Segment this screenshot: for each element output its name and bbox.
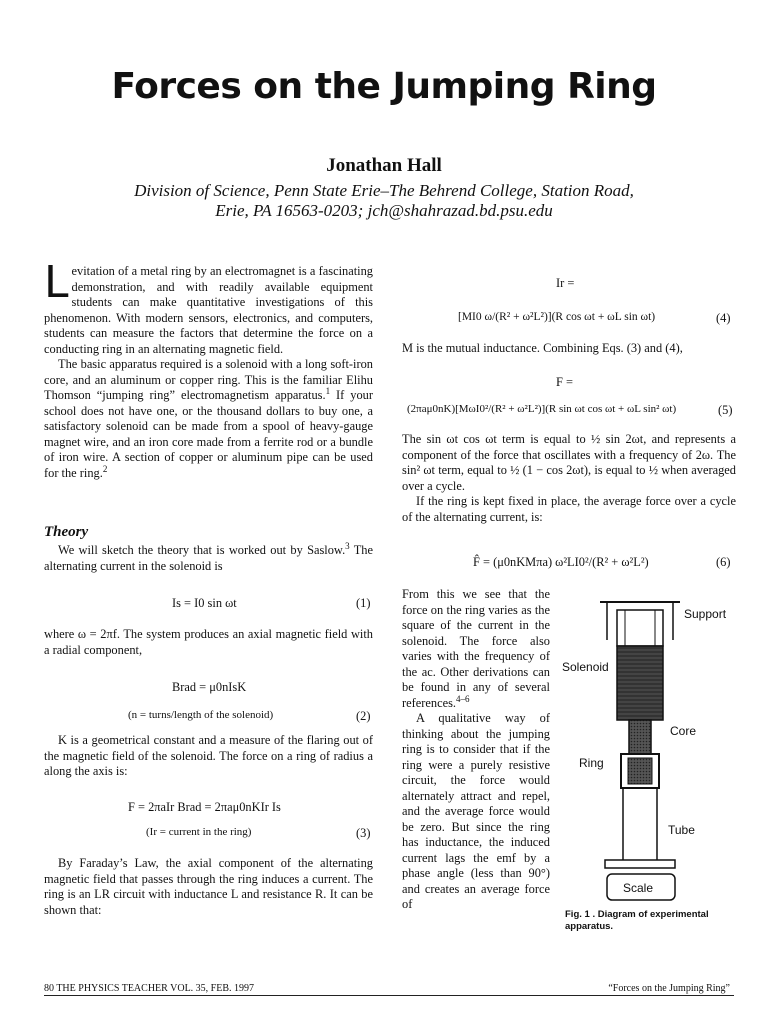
label-tube: Tube (668, 823, 695, 837)
fixed-ring-paragraph: If the ring is kept fixed in place, the average force over a cycle of the alternating current, is: (402, 494, 736, 524)
label-ring: Ring (579, 756, 604, 770)
faraday-paragraph: By Faraday’s Law, the axial component of the alternating magnetic field that passes through the ring induces a current. The ring is an LR circuit with inductance L and resistance R. It can be shown that: (44, 856, 373, 917)
equation-6: F̂ = (μ0nKMπa) ω²LI0²/(R² + ω²L²) (473, 555, 649, 569)
equation-4-rhs: [MI0 ω/(R² + ω²L²)](R cos ωt + ωL sin ωt) (458, 311, 656, 323)
reference-marker: 3 (345, 540, 350, 551)
intro-paragraph: evitation of a metal ring by an electromagnet is a fascinating demonstration, and with readily available equipment students can make quantitative investigations of this phenomenon. With modern sensors, electronics, and computers, students can measure the factors that determine the force on a conducting ring in an alternating magnetic field. (44, 264, 373, 356)
apparatus-paragraph-b: If your school does not have one, or the thousand dollars to buy one, a satisfactory solenoid can be made from a spool of heavy-gauge magnet wire, and an iron core made from a ferrite rod or a bundle of iron wire. A section of copper or aluminum pipe can be used for the ring. (44, 388, 373, 480)
reference-marker: 4–6 (456, 693, 470, 704)
equation-2: Brad = μ0nIsK (172, 680, 247, 694)
frequency-paragraph: From this we see that the force on the ring varies as the square of the current in the solenoid. The force also varies with the frequency of the ac. Other derivations can be found in any of several references. (402, 587, 550, 710)
apparatus-paragraph-a: The basic apparatus required is a solenoid with a long soft-iron core, and an aluminum or copper ring. This is the familiar Elihu Thomson “jumping ring” electromagnetism apparatus. (44, 357, 373, 402)
footer-rule (44, 995, 734, 996)
reference-marker: 2 (102, 463, 108, 474)
theory-intro (44, 540, 374, 574)
label-scale: Scale (623, 881, 654, 895)
theory-paragraph-a: We will sketch the theory that is worked out by Saslow. (58, 543, 346, 557)
equation-5-lhs: F = (556, 375, 573, 389)
equation-2-note: (n = turns/length of the solenoid) (128, 709, 274, 721)
force-paragraph: K is a geometrical constant and a measure of the flaring out of the magnetic field of the solenoid. The force on a ring of radius a along the axis is: (44, 733, 373, 778)
qualitative-paragraph: A qualitative way of thinking about the jumping ring is to consider that if the ring were a purely resistive circuit, the force would alternately attract and repel, and the average force would be zero. But since the ring has inductance, the induced current lags the emf by a phase angle (less than 90°) and creates an average force of (402, 711, 550, 911)
label-support: Support (684, 607, 727, 621)
equation-5-number: (5) (718, 403, 733, 417)
label-core: Core (670, 724, 697, 738)
base (605, 860, 675, 868)
equation-6-number: (6) (716, 555, 731, 569)
force-intro-paragraph (44, 733, 373, 780)
section-heading-theory: Theory (44, 524, 89, 540)
core-in-ring (628, 758, 652, 784)
reference-marker: 1 (325, 385, 331, 396)
trig-paragraph: The sin ωt cos ωt term is equal to ½ sin 2ωt, and represents a component of the force that oscillates with a frequency of 2ω. The sin² ωt term, equal to ½ (1 − cos 2ωt), is equal to ½ when averaged over a cycle. (402, 432, 736, 493)
core (629, 720, 651, 754)
equation-3-number: (3) (356, 826, 371, 840)
mutual-inductance-text: M is the mutual inductance. Combining Eqs. (3) and (4), (402, 341, 683, 355)
qualitative-text (402, 587, 550, 913)
equation-4-lhs: Ir = (556, 276, 575, 290)
solenoid-top (617, 610, 663, 646)
equation-3: F = 2πaIr Brad = 2πaμ0nKIr Is (128, 800, 281, 814)
equation-5-rhs: (2πaμ0nK)[MωI0²/(R² + ω²L²)](R sin ωt cos ωt + ωL sin² ωt) (407, 403, 677, 415)
figure-caption: Fig. 1 . Diagram of experimental apparatus. (565, 909, 709, 932)
label-solenoid: Solenoid (562, 660, 609, 674)
affiliation-line-2: Erie, PA 16563-0203; jch@shahrazad.bd.psu.edu (215, 201, 553, 220)
affiliation-line-1: Division of Science, Penn State Erie–The Behrend College, Station Road, (134, 181, 634, 200)
equation-3-note: (Ir = current in the ring) (146, 826, 252, 838)
trig-identity-text (402, 432, 736, 525)
drop-cap: L (44, 257, 69, 308)
footer-running-title: “Forces on the Jumping Ring” (608, 983, 730, 994)
equation-1: Is = I0 sin ωt (172, 596, 237, 610)
equation-2-number: (2) (356, 709, 371, 723)
author-affiliation (80, 181, 688, 221)
author-name: Jonathan Hall (326, 155, 442, 176)
equation-1-number: (1) (356, 596, 371, 610)
equation-4-number: (4) (716, 311, 731, 325)
intro-paragraphs (44, 257, 373, 481)
theory-paragraph-b: The alternating current in the solenoid is (44, 543, 374, 573)
faraday-paragraph-block (44, 856, 373, 918)
apparatus-diagram (555, 590, 745, 915)
article-title: Forces on the Jumping Ring (111, 66, 657, 107)
footer-citation: 80 THE PHYSICS TEACHER VOL. 35, FEB. 1997 (44, 983, 255, 994)
omega-paragraph: where ω = 2πf. The system produces an axial magnetic field with a radial component, (44, 627, 373, 657)
solenoid-body (617, 646, 663, 720)
